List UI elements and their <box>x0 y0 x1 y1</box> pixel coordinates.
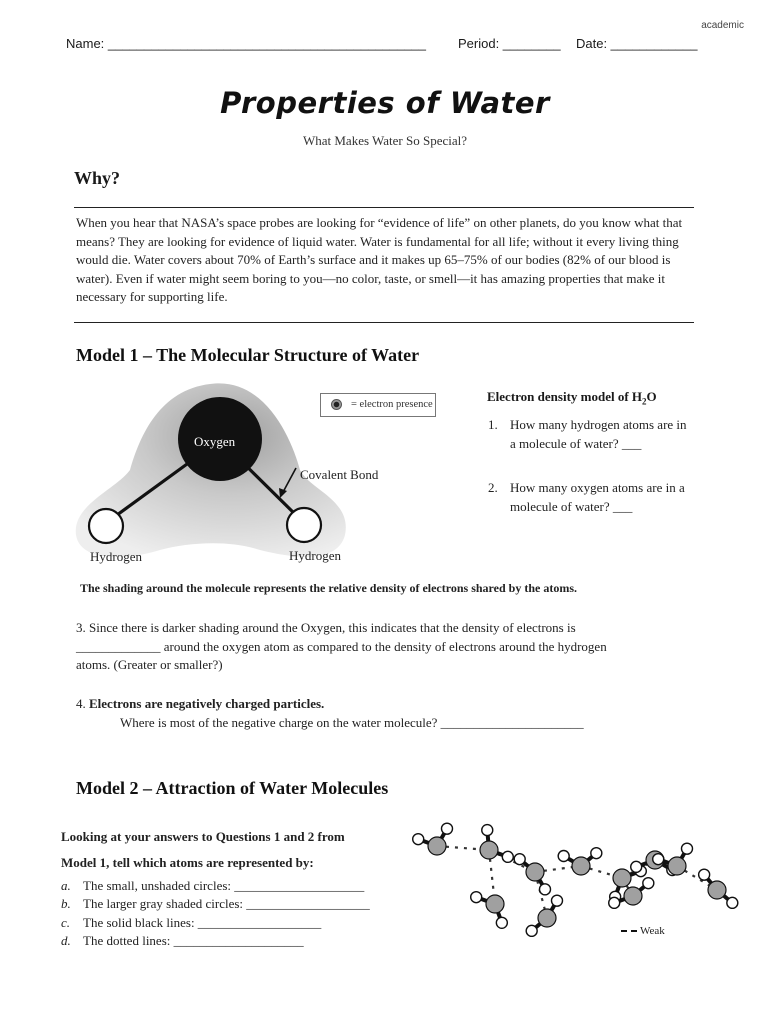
hydrogen-atom <box>643 878 654 889</box>
hydrogen-atom <box>496 917 507 928</box>
hydrogen-left-label: Hydrogen <box>90 549 142 564</box>
hydrogen-atom <box>540 884 551 895</box>
divider-top <box>74 207 694 208</box>
legend-label: = electron presence <box>351 399 433 410</box>
name-field[interactable]: Name: ____________________________________________ <box>66 36 427 51</box>
hydrogen-atom <box>699 869 710 880</box>
oxygen-label: Oxygen <box>194 434 236 449</box>
oxygen-atom <box>572 857 590 875</box>
weak-label: Weak <box>640 925 665 937</box>
hydrogen-atom <box>471 892 482 903</box>
hydrogen-atom <box>482 825 493 836</box>
oxygen-atom <box>613 869 631 887</box>
hydrogen-atom <box>413 834 424 845</box>
model2-heading: Model 2 – Attraction of Water Molecules <box>76 778 389 798</box>
question-4: 4. Electrons are negatively charged particles. Where is most of the negative charge on the water molecule? ______________________ <box>76 696 584 730</box>
hydrogen-atom <box>609 897 620 908</box>
list-item: c. The solid black lines: ___________________ <box>61 914 322 930</box>
hydrogen-atom <box>514 854 525 865</box>
date-field[interactable]: Date: ____________ <box>576 36 698 51</box>
hydrogen-atom <box>558 851 569 862</box>
divider-bottom <box>74 322 694 323</box>
hydrogen-atom <box>442 823 453 834</box>
hydrogen-atom <box>682 843 693 854</box>
list-item: d. The dotted lines: ____________________ <box>61 933 304 949</box>
why-heading: Why? <box>74 168 121 188</box>
question-1: 1. How many hydrogen atoms are in a molecule of water? ___ <box>488 417 687 451</box>
hydrogen-atom <box>653 854 664 865</box>
corner-tag: academic <box>701 20 744 31</box>
oxygen-atom <box>624 887 642 905</box>
why-paragraph: When you hear that NASA’s space probes are looking for “evidence of life” on other planets, do you know what that means? They are looking for evidence of liquid water. Water is fundamental for all life; without it every living thing would die. Water covers about 70% of Earth’s surface and it makes up 65–75% of our bodies (82% of our blood is water). Even if water might seem boring to you—no color, taste, or smell—it has amazing properties that make it necessary for supporting life. <box>76 215 683 304</box>
hydrogen-atom-right <box>287 508 321 542</box>
shading-note: The shading around the molecule represents the relative density of electrons shared by the atoms. <box>80 581 577 595</box>
hydrogen-atom <box>631 861 642 872</box>
edm-title: Electron density model of $H_2O$ <box>487 389 657 407</box>
oxygen-atom <box>480 841 498 859</box>
electron-legend <box>320 393 436 417</box>
page-subtitle: What Makes Water So Special? <box>302 133 468 148</box>
hydrogen-atom <box>727 897 738 908</box>
oxygen-atom <box>428 837 446 855</box>
oxygen-atom <box>486 895 504 913</box>
hydrogen-atom <box>502 851 513 862</box>
list-item: b. The larger gray shaded circles: ___________________ <box>61 896 370 912</box>
hydrogen-atom <box>591 848 602 859</box>
weak-bond-legend-icon <box>621 930 637 932</box>
model2-answer-list <box>61 877 370 951</box>
page-title: Properties of Water <box>220 86 550 120</box>
oxygen-atom <box>526 863 544 881</box>
oxygen-atom <box>538 909 556 927</box>
covalent-bond-label: Covalent Bond <box>300 467 379 482</box>
hydrogen-right-label: Hydrogen <box>289 548 341 563</box>
question-2: 2. How many oxygen atoms are in a molecule of water? ___ <box>488 480 685 514</box>
water-network-diagram <box>405 808 755 948</box>
list-item: a. The small, unshaded circles: ____________________ <box>61 878 365 893</box>
model2-intro: Looking at your answers to Questions 1 and 2 from Model 1, tell which atoms are represented by: <box>61 829 345 870</box>
oxygen-atom <box>668 857 686 875</box>
electron-dot-icon <box>331 399 342 410</box>
period-field[interactable]: Period: ________ <box>458 36 561 51</box>
hydrogen-atom-left <box>89 509 123 543</box>
oxygen-atom <box>708 881 726 899</box>
hydrogen-atom <box>526 925 537 936</box>
model1-heading: Model 1 – The Molecular Structure of Water <box>76 345 420 365</box>
question-3: 3. Since there is darker shading around the Oxygen, this indicates that the density of electrons is _____________ around the oxygen atom as compared to the density of electrons around the hydrogen atoms. (Greater or smaller?) <box>76 620 607 672</box>
hydrogen-atom <box>552 895 563 906</box>
